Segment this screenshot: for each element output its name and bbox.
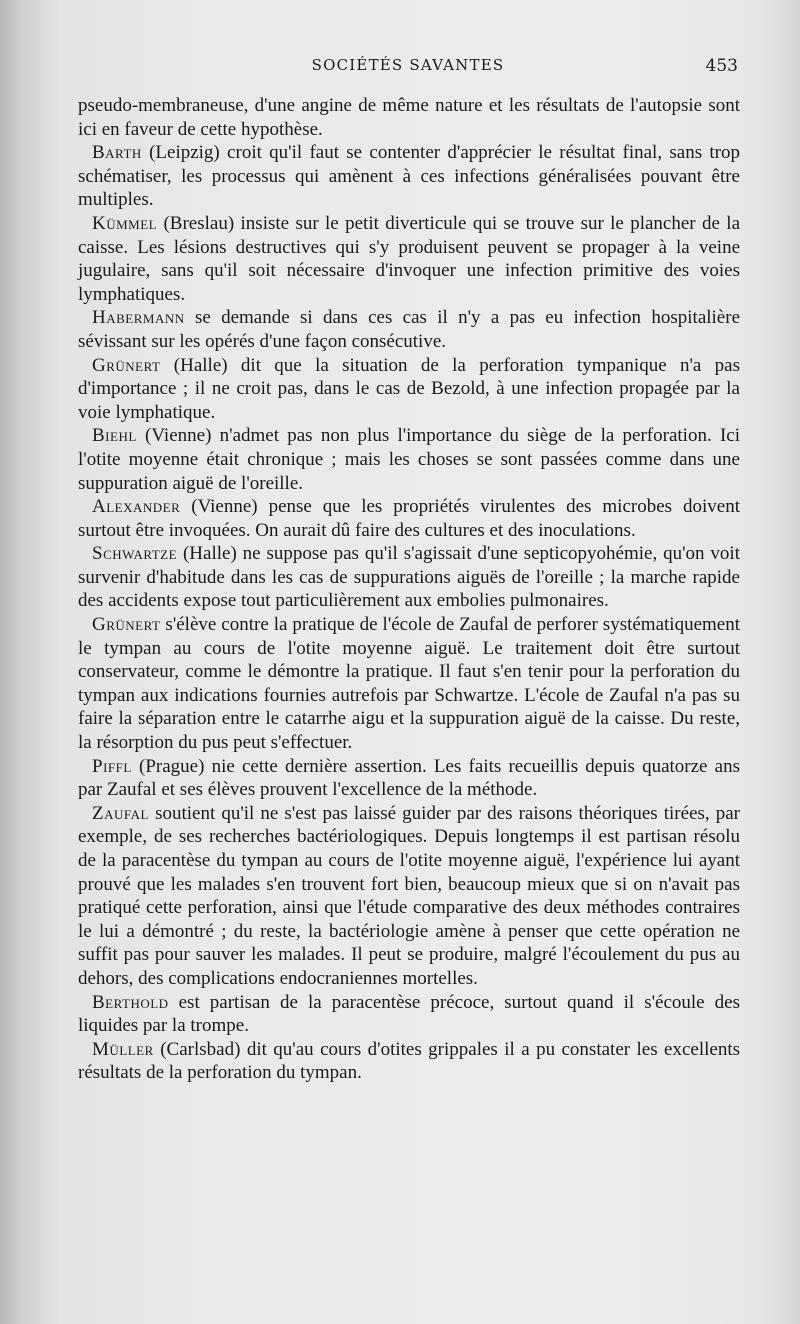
running-head: SOCIÉTÉS SAVANTES xyxy=(311,56,505,74)
speaker-name: Habermann xyxy=(92,307,185,329)
paragraph xyxy=(78,495,740,542)
paragraph xyxy=(78,354,740,425)
paragraph-text: (Leipzig) croit qu'il faut se contenter d'apprécier le résultat final, sans trop schématiser, les processus qui amènent à ces infections généralisées pouvant être multiples. xyxy=(78,142,740,211)
paragraph-text: (Halle) ne suppose pas qu'il s'agissait d'une septicopyohémie, qu'on voit survenir d'habitude dans les cas de suppurations aiguës de l'oreille ; la marche rapide des accidents expose tout particulièrement aux embolies pulmonaires. xyxy=(78,543,740,612)
paragraph-text: (Prague) nie cette dernière assertion. Les faits recueillis depuis quatorze ans par Zaufal et ses élèves prouvent l'excellence de la méthode. xyxy=(78,755,740,801)
paragraph xyxy=(78,613,740,755)
speaker-name: Schwartze xyxy=(92,543,178,565)
paragraph-text: (Vienne) n'admet pas non plus l'importance du siège de la perforation. Ici l'otite moyenne était chronique ; mais les choses se sont passées comme dans une suppuration aiguë de l'oreille. xyxy=(78,425,740,494)
paragraph xyxy=(78,991,740,1038)
speaker-name: Grünert xyxy=(92,614,161,636)
paragraph xyxy=(78,212,740,306)
paragraph xyxy=(78,1038,740,1085)
paragraph-text: est partisan de la paracentèse précoce, surtout quand il s'écoule des liquides par la trompe. xyxy=(78,991,740,1037)
paragraph-text: (Vienne) pense que les propriétés virulentes des microbes doivent surtout être invoquées. On aurait dû faire des cultures et des inoculations. xyxy=(78,496,740,541)
paragraph xyxy=(78,542,740,613)
speaker-name: Piffl xyxy=(92,755,132,777)
speaker-name: Biehl xyxy=(92,425,137,447)
paragraph xyxy=(78,755,740,802)
paragraph-text: soutient qu'il ne s'est pas laissé guider par des raisons théoriques tirées, par exemple, de ses recherches bactériologiques. Depuis longtemps il est partisan résolu de la paracentèse du tympan au cours de l'otite moyenne aiguë, l'expérience lui ayant prouvé que les malades s'en trouvent fort bien, beaucoup mieux que si on n'avait pas pratiqué cette perforation, ainsi que l'étude comparative des deux méthodes contraires le lui a démontré ; du reste, la bactériologie amène à penser que cette opération ne suffit pas pour sauver les malades. Il peut se produire, malgré l'écoulement du pus au dehors, des complications endocraniennes mortelles. xyxy=(78,802,740,989)
body-text xyxy=(78,94,740,1085)
page-header xyxy=(78,56,738,80)
speaker-name: Barth xyxy=(92,142,142,164)
page-number: 453 xyxy=(705,56,738,76)
paragraph-text: (Carlsbad) dit qu'au cours d'otites grippales il a pu constater les excellents résultats de la perforation du tympan. xyxy=(78,1038,740,1084)
paragraph xyxy=(78,306,740,353)
speaker-name: Alexander xyxy=(92,496,181,518)
paragraph-text: s'élève contre la pratique de l'école de Zaufal de perforer systématiquement le tympan au cours de l'otite moyenne aiguë. Le traitement doit être surtout conservateur, comme le démontre la pratique. Il faut s'en tenir pour la perforation du tympan aux indications fournies autrefois par Schwartze. L'école de Zaufal n'a pas su faire la séparation entre le catarrhe aigu et la suppuration aiguë de la caisse. Du reste, la résorption du pus peut s'effectuer. xyxy=(78,614,740,754)
paragraph-text: (Breslau) insiste sur le petit diverticule qui se trouve sur le plancher de la caisse. Les lésions destructives qui s'y produisent peuvent se propager à la veine jugulaire, sans qu'il soit nécessaire d'invoquer une infection primitive des voies lymphatiques. xyxy=(78,212,740,305)
paragraph xyxy=(78,802,740,991)
paragraph-text: pseudo-membraneuse, d'une angine de même nature et les résultats de l'autopsie sont ici en faveur de cette hypothèse. xyxy=(78,95,740,140)
speaker-name: Kümmel xyxy=(92,212,158,234)
paragraph-text: (Halle) dit que la situation de la perforation tympanique n'a pas d'importance ; il ne croit pas, dans le cas de Bezold, à une infection propagée par la voie lymphatique. xyxy=(78,354,740,423)
paragraph xyxy=(78,424,740,495)
speaker-name: Grünert xyxy=(92,354,161,376)
speaker-name: Müller xyxy=(92,1038,154,1060)
speaker-name: Zaufal xyxy=(92,802,149,824)
speaker-name: Berthold xyxy=(92,991,169,1013)
paragraph xyxy=(78,94,740,141)
paragraph xyxy=(78,141,740,212)
paragraph-text: se demande si dans ces cas il n'y a pas eu infection hospitalière sévissant sur les opérés d'une façon consécutive. xyxy=(78,307,740,352)
